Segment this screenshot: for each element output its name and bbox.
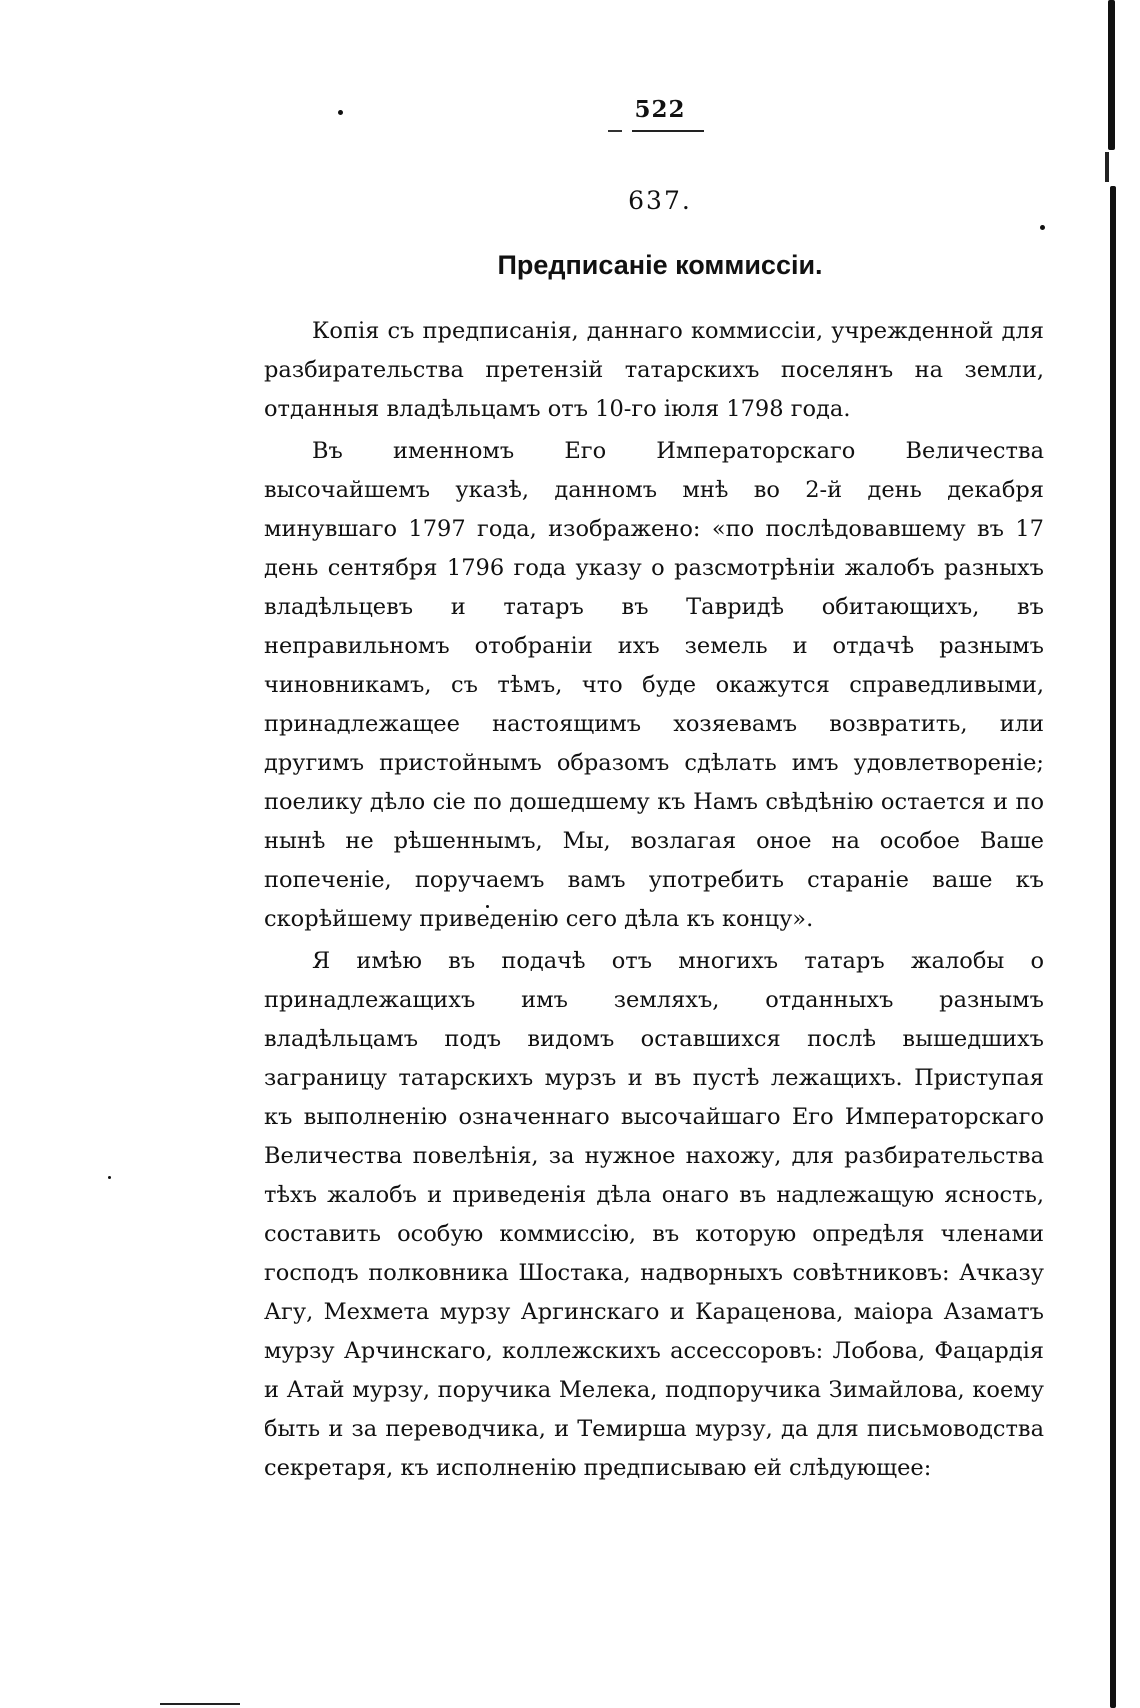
paragraph-commission: Я имѣю въ подачѣ отъ многихъ татаръ жалобы о принадлежащихъ имъ земляхъ, отданныхъ разнымъ владѣльцамъ подъ видомъ оставшихся послѣ вышедшихъ заграницу татарскихъ мурзъ и въ пустѣ лежащихъ. Приступая къ выполненію означеннаго высочайшаго Его Императорскаго Величества повелѣнія, за нужное нахожу, для разбирательства тѣхъ жалобъ и приведенія дѣла онаго въ надлежащую ясность, составить особую коммиссію, въ которую опредѣля членами господъ полковника Шостака, надворныхъ совѣтниковъ: Ачказу Агу, Мехмета мурзу Аргинскаго и Караценова, маіора Азаматъ мурзу Арчинскаго, коллежскихъ ассессоровъ: Лобова, Фацардія и Атай мурзу, поручика Мелека, подпоручика Зимайлова, коему быть и за переводчика, и Темирша мурзу, да для письмоводства секретаря, къ исполненію предписываю ей слѣдующее: bbox=[264, 948, 1044, 1481]
page-edge-shadow-bottom bbox=[1110, 186, 1116, 1708]
paragraph-decree: Въ именномъ Его Императорскаго Величества высочайшемъ указѣ, данномъ мнѣ во 2-й день декабря минувшаго 1797 года, изображено: «по послѣдовавшему въ 17 день сентября 1796 года указу о разсмотрѣніи жалобъ разныхъ владѣльцевъ и татаръ въ Тавридѣ обитающихъ, въ неправильномъ отобраніи ихъ земель и отдачѣ разнымъ чиновникамъ, съ тѣмъ, что буде окажутся справедливыми, принадлежащее настоящимъ хозяевамъ возвратить, или другимъ пристойнымъ образомъ сдѣлать имъ удовлетвореніе; поелику дѣло сіе по дошедшему къ Намъ свѣдѣнію остается и по нынѣ не рѣшеннымъ, Мы, возлагая оное на особое Ваше попеченіе, поручаемъ вамъ употребить стараніе ваше къ скорѣйшему приведенію сего дѣла къ концу». bbox=[264, 438, 1044, 932]
scan-speck bbox=[338, 110, 343, 115]
bottom-rule bbox=[160, 1703, 240, 1705]
document-number: 637. bbox=[628, 186, 692, 215]
scan-speck bbox=[108, 1176, 111, 1179]
page-number-rule bbox=[632, 130, 704, 132]
page-number-rule-dash bbox=[608, 130, 622, 132]
page-edge-shadow-top bbox=[1108, 0, 1115, 150]
page-edge-shadow-notch bbox=[1105, 152, 1109, 182]
page-number: 522 bbox=[634, 96, 686, 123]
document-title: Предписаніе коммиссіи. bbox=[497, 250, 823, 280]
document-body bbox=[264, 312, 1044, 1491]
paragraph-intro: Копія съ предписанія, даннаго коммиссіи, учрежденной для разбирательства претензій татарскихъ поселянъ на земли, отданныя владѣльцамъ отъ 10-го іюля 1798 года. bbox=[264, 318, 1044, 422]
scan-speck bbox=[1040, 225, 1045, 230]
